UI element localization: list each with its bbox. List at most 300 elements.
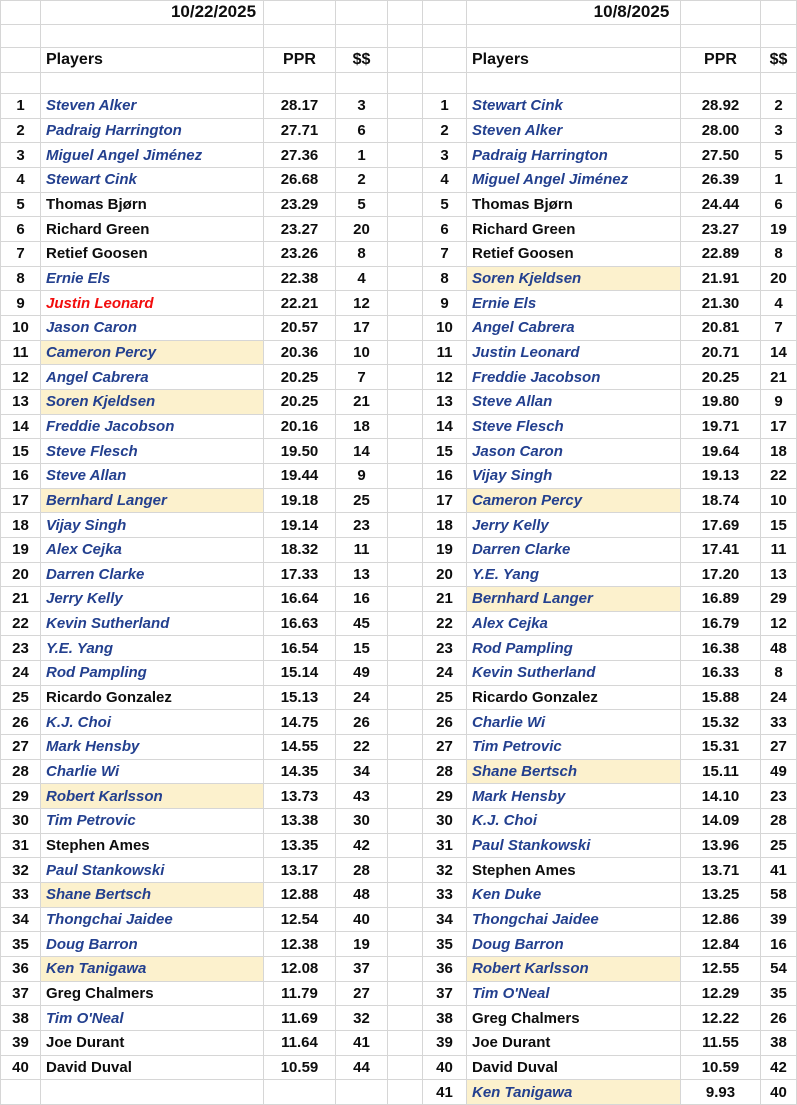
rank-cell[interactable]: 21 bbox=[1, 587, 41, 612]
empty-cell[interactable] bbox=[388, 1006, 423, 1031]
rank-cell[interactable]: 10 bbox=[1, 316, 41, 341]
empty-cell[interactable] bbox=[388, 316, 423, 341]
ppr-cell[interactable]: 20.36 bbox=[264, 341, 336, 366]
money-cell[interactable]: 1 bbox=[761, 168, 797, 193]
rank-cell[interactable]: 32 bbox=[1, 858, 41, 883]
player-cell[interactable]: Doug Barron bbox=[41, 932, 264, 957]
rank-cell[interactable]: 36 bbox=[423, 957, 467, 982]
ppr-cell[interactable]: 22.21 bbox=[264, 291, 336, 316]
empty-cell[interactable] bbox=[423, 48, 467, 73]
money-cell[interactable]: 12 bbox=[336, 291, 388, 316]
ppr-cell[interactable]: 19.50 bbox=[264, 439, 336, 464]
player-cell[interactable]: Thongchai Jaidee bbox=[41, 908, 264, 933]
player-cell[interactable]: Steve Flesch bbox=[41, 439, 264, 464]
player-cell[interactable]: Stewart Cink bbox=[41, 168, 264, 193]
rank-cell[interactable]: 18 bbox=[423, 513, 467, 538]
money-cell[interactable]: 17 bbox=[761, 415, 797, 440]
ppr-cell[interactable]: 19.71 bbox=[681, 415, 761, 440]
ppr-cell[interactable]: 17.20 bbox=[681, 563, 761, 588]
empty-cell[interactable] bbox=[336, 1080, 388, 1105]
empty-cell[interactable] bbox=[467, 25, 681, 48]
player-cell[interactable]: Cameron Percy bbox=[467, 489, 681, 514]
ppr-cell[interactable]: 12.38 bbox=[264, 932, 336, 957]
ppr-cell[interactable]: 16.63 bbox=[264, 612, 336, 637]
ppr-cell[interactable]: 20.25 bbox=[264, 365, 336, 390]
ppr-cell[interactable]: 20.16 bbox=[264, 415, 336, 440]
ppr-cell[interactable]: 12.29 bbox=[681, 982, 761, 1007]
empty-cell[interactable] bbox=[388, 809, 423, 834]
rank-cell[interactable]: 3 bbox=[423, 143, 467, 168]
empty-cell[interactable] bbox=[467, 1, 681, 25]
ppr-cell[interactable]: 12.54 bbox=[264, 908, 336, 933]
money-cell[interactable]: 44 bbox=[336, 1056, 388, 1081]
ppr-cell[interactable]: 14.75 bbox=[264, 710, 336, 735]
rank-cell[interactable]: 19 bbox=[423, 538, 467, 563]
money-cell[interactable]: 4 bbox=[336, 267, 388, 292]
player-cell[interactable]: Ricardo Gonzalez bbox=[41, 686, 264, 711]
player-cell[interactable]: Darren Clarke bbox=[41, 563, 264, 588]
rank-cell[interactable]: 33 bbox=[423, 883, 467, 908]
rank-cell[interactable]: 22 bbox=[423, 612, 467, 637]
money-cell[interactable]: 38 bbox=[761, 1031, 797, 1056]
player-cell[interactable]: Greg Chalmers bbox=[467, 1006, 681, 1031]
money-cell[interactable]: 32 bbox=[336, 1006, 388, 1031]
player-cell[interactable]: Ernie Els bbox=[41, 267, 264, 292]
money-cell[interactable]: 37 bbox=[336, 957, 388, 982]
money-cell[interactable]: 21 bbox=[761, 365, 797, 390]
ppr-cell[interactable]: 27.71 bbox=[264, 119, 336, 144]
money-cell[interactable]: 5 bbox=[336, 193, 388, 218]
money-header[interactable]: $$ bbox=[336, 48, 388, 73]
money-cell[interactable]: 40 bbox=[761, 1080, 797, 1105]
empty-cell[interactable] bbox=[336, 25, 388, 48]
player-cell[interactable]: Bernhard Langer bbox=[41, 489, 264, 514]
ppr-cell[interactable]: 12.84 bbox=[681, 932, 761, 957]
rank-cell[interactable]: 34 bbox=[1, 908, 41, 933]
empty-cell[interactable] bbox=[761, 1, 797, 25]
rank-cell[interactable]: 3 bbox=[1, 143, 41, 168]
money-cell[interactable]: 40 bbox=[336, 908, 388, 933]
money-cell[interactable]: 20 bbox=[336, 217, 388, 242]
rank-cell[interactable]: 26 bbox=[1, 710, 41, 735]
rank-cell[interactable]: 34 bbox=[423, 908, 467, 933]
ppr-cell[interactable]: 23.27 bbox=[264, 217, 336, 242]
empty-cell[interactable] bbox=[41, 1, 264, 25]
money-cell[interactable]: 20 bbox=[761, 267, 797, 292]
rank-cell[interactable]: 20 bbox=[423, 563, 467, 588]
rank-cell[interactable]: 40 bbox=[423, 1056, 467, 1081]
empty-cell[interactable] bbox=[388, 612, 423, 637]
player-cell[interactable]: Steve Allan bbox=[467, 390, 681, 415]
empty-cell[interactable] bbox=[681, 1, 761, 25]
player-cell[interactable]: Y.E. Yang bbox=[467, 563, 681, 588]
ppr-cell[interactable]: 20.25 bbox=[681, 365, 761, 390]
money-cell[interactable]: 9 bbox=[761, 390, 797, 415]
rank-cell[interactable]: 25 bbox=[1, 686, 41, 711]
rank-cell[interactable]: 18 bbox=[1, 513, 41, 538]
player-cell[interactable]: Ken Duke bbox=[467, 883, 681, 908]
ppr-cell[interactable]: 26.68 bbox=[264, 168, 336, 193]
rank-cell[interactable]: 29 bbox=[1, 784, 41, 809]
money-cell[interactable]: 22 bbox=[336, 735, 388, 760]
empty-cell[interactable] bbox=[761, 73, 797, 94]
ppr-cell[interactable]: 13.17 bbox=[264, 858, 336, 883]
money-cell[interactable]: 19 bbox=[761, 217, 797, 242]
money-cell[interactable]: 16 bbox=[761, 932, 797, 957]
ppr-cell[interactable]: 16.64 bbox=[264, 587, 336, 612]
rank-cell[interactable]: 38 bbox=[1, 1006, 41, 1031]
empty-cell[interactable] bbox=[388, 982, 423, 1007]
ppr-cell[interactable]: 19.64 bbox=[681, 439, 761, 464]
money-cell[interactable]: 24 bbox=[336, 686, 388, 711]
player-cell[interactable]: Justin Leonard bbox=[467, 341, 681, 366]
empty-cell[interactable] bbox=[388, 1, 423, 25]
money-cell[interactable]: 43 bbox=[336, 784, 388, 809]
ppr-cell[interactable]: 18.74 bbox=[681, 489, 761, 514]
empty-cell[interactable] bbox=[467, 73, 681, 94]
rank-cell[interactable]: 16 bbox=[1, 464, 41, 489]
player-cell[interactable]: Angel Cabrera bbox=[467, 316, 681, 341]
ppr-cell[interactable]: 22.89 bbox=[681, 242, 761, 267]
money-cell[interactable]: 33 bbox=[761, 710, 797, 735]
empty-cell[interactable] bbox=[388, 168, 423, 193]
money-cell[interactable]: 41 bbox=[336, 1031, 388, 1056]
rank-cell[interactable]: 6 bbox=[1, 217, 41, 242]
player-cell[interactable]: David Duval bbox=[467, 1056, 681, 1081]
ppr-cell[interactable]: 11.55 bbox=[681, 1031, 761, 1056]
player-cell[interactable]: Kevin Sutherland bbox=[467, 661, 681, 686]
ppr-cell[interactable]: 23.26 bbox=[264, 242, 336, 267]
money-cell[interactable]: 2 bbox=[336, 168, 388, 193]
empty-cell[interactable] bbox=[423, 1, 467, 25]
empty-cell[interactable] bbox=[336, 1, 388, 25]
empty-cell[interactable] bbox=[681, 73, 761, 94]
empty-cell[interactable] bbox=[388, 784, 423, 809]
rank-cell[interactable]: 31 bbox=[423, 834, 467, 859]
ppr-cell[interactable]: 17.41 bbox=[681, 538, 761, 563]
money-cell[interactable]: 13 bbox=[336, 563, 388, 588]
money-cell[interactable]: 49 bbox=[336, 661, 388, 686]
empty-cell[interactable] bbox=[388, 439, 423, 464]
ppr-cell[interactable]: 14.55 bbox=[264, 735, 336, 760]
rank-cell[interactable]: 14 bbox=[423, 415, 467, 440]
empty-cell[interactable] bbox=[388, 908, 423, 933]
rank-cell[interactable]: 5 bbox=[423, 193, 467, 218]
money-cell[interactable]: 8 bbox=[336, 242, 388, 267]
ppr-header[interactable]: PPR bbox=[264, 48, 336, 73]
ppr-cell[interactable]: 16.54 bbox=[264, 636, 336, 661]
ppr-cell[interactable]: 14.09 bbox=[681, 809, 761, 834]
empty-cell[interactable] bbox=[388, 242, 423, 267]
empty-cell[interactable] bbox=[423, 25, 467, 48]
player-cell[interactable]: Vijay Singh bbox=[467, 464, 681, 489]
ppr-cell[interactable]: 13.96 bbox=[681, 834, 761, 859]
ppr-cell[interactable]: 15.14 bbox=[264, 661, 336, 686]
player-cell[interactable]: Padraig Harrington bbox=[41, 119, 264, 144]
player-cell[interactable]: Thomas Bjørn bbox=[41, 193, 264, 218]
empty-cell[interactable] bbox=[264, 25, 336, 48]
empty-cell[interactable] bbox=[336, 73, 388, 94]
ppr-cell[interactable]: 16.89 bbox=[681, 587, 761, 612]
player-cell[interactable]: Thomas Bjørn bbox=[467, 193, 681, 218]
money-cell[interactable]: 28 bbox=[761, 809, 797, 834]
money-cell[interactable]: 30 bbox=[336, 809, 388, 834]
rank-cell[interactable]: 26 bbox=[423, 710, 467, 735]
ppr-cell[interactable]: 19.80 bbox=[681, 390, 761, 415]
player-cell[interactable]: Kevin Sutherland bbox=[41, 612, 264, 637]
rank-cell[interactable]: 28 bbox=[1, 760, 41, 785]
rank-cell[interactable]: 40 bbox=[1, 1056, 41, 1081]
empty-cell[interactable] bbox=[388, 538, 423, 563]
ppr-cell[interactable]: 20.71 bbox=[681, 341, 761, 366]
empty-cell[interactable] bbox=[388, 1031, 423, 1056]
ppr-cell[interactable]: 15.88 bbox=[681, 686, 761, 711]
ppr-cell[interactable]: 17.33 bbox=[264, 563, 336, 588]
ppr-cell[interactable]: 15.13 bbox=[264, 686, 336, 711]
player-cell[interactable]: Steve Allan bbox=[41, 464, 264, 489]
empty-cell[interactable] bbox=[388, 73, 423, 94]
player-cell[interactable]: K.J. Choi bbox=[467, 809, 681, 834]
ppr-cell[interactable]: 28.00 bbox=[681, 119, 761, 144]
empty-cell[interactable] bbox=[388, 390, 423, 415]
rank-cell[interactable]: 39 bbox=[423, 1031, 467, 1056]
player-cell[interactable]: Jerry Kelly bbox=[467, 513, 681, 538]
player-cell[interactable]: Stewart Cink bbox=[467, 94, 681, 119]
money-cell[interactable]: 18 bbox=[761, 439, 797, 464]
rank-cell[interactable]: 23 bbox=[423, 636, 467, 661]
player-cell[interactable]: Tim Petrovic bbox=[467, 735, 681, 760]
player-cell[interactable]: Tim O'Neal bbox=[41, 1006, 264, 1031]
player-cell[interactable]: Charlie Wi bbox=[467, 710, 681, 735]
empty-cell[interactable] bbox=[388, 587, 423, 612]
empty-cell[interactable] bbox=[388, 563, 423, 588]
player-cell[interactable]: Steven Alker bbox=[41, 94, 264, 119]
rank-cell[interactable]: 8 bbox=[1, 267, 41, 292]
rank-cell[interactable]: 33 bbox=[1, 883, 41, 908]
ppr-cell[interactable]: 12.55 bbox=[681, 957, 761, 982]
money-cell[interactable]: 12 bbox=[761, 612, 797, 637]
money-cell[interactable]: 27 bbox=[761, 735, 797, 760]
money-cell[interactable]: 49 bbox=[761, 760, 797, 785]
player-cell[interactable]: Jason Caron bbox=[41, 316, 264, 341]
rank-cell[interactable]: 27 bbox=[423, 735, 467, 760]
rank-cell[interactable]: 17 bbox=[423, 489, 467, 514]
rank-cell[interactable]: 10 bbox=[423, 316, 467, 341]
player-cell[interactable]: Stephen Ames bbox=[467, 858, 681, 883]
money-cell[interactable]: 7 bbox=[336, 365, 388, 390]
player-cell[interactable]: Paul Stankowski bbox=[41, 858, 264, 883]
empty-cell[interactable] bbox=[41, 1080, 264, 1105]
empty-cell[interactable] bbox=[388, 834, 423, 859]
rank-cell[interactable]: 24 bbox=[1, 661, 41, 686]
rank-cell[interactable]: 41 bbox=[423, 1080, 467, 1105]
rank-cell[interactable]: 21 bbox=[423, 587, 467, 612]
player-cell[interactable]: Stephen Ames bbox=[41, 834, 264, 859]
rank-cell[interactable]: 9 bbox=[423, 291, 467, 316]
empty-cell[interactable] bbox=[388, 686, 423, 711]
rank-cell[interactable]: 11 bbox=[1, 341, 41, 366]
rank-cell[interactable]: 12 bbox=[423, 365, 467, 390]
player-cell[interactable]: Rod Pampling bbox=[41, 661, 264, 686]
empty-cell[interactable] bbox=[388, 489, 423, 514]
rank-cell[interactable]: 13 bbox=[423, 390, 467, 415]
money-cell[interactable]: 58 bbox=[761, 883, 797, 908]
rank-cell[interactable]: 28 bbox=[423, 760, 467, 785]
money-cell[interactable]: 26 bbox=[336, 710, 388, 735]
empty-cell[interactable] bbox=[388, 415, 423, 440]
money-header[interactable]: $$ bbox=[761, 48, 797, 73]
ppr-cell[interactable]: 12.88 bbox=[264, 883, 336, 908]
ppr-cell[interactable]: 24.44 bbox=[681, 193, 761, 218]
rank-cell[interactable]: 25 bbox=[423, 686, 467, 711]
empty-cell[interactable] bbox=[388, 636, 423, 661]
rank-cell[interactable]: 35 bbox=[423, 932, 467, 957]
ppr-cell[interactable]: 16.79 bbox=[681, 612, 761, 637]
rank-cell[interactable]: 31 bbox=[1, 834, 41, 859]
rank-cell[interactable]: 30 bbox=[1, 809, 41, 834]
player-cell[interactable]: Angel Cabrera bbox=[41, 365, 264, 390]
rank-cell[interactable]: 11 bbox=[423, 341, 467, 366]
player-cell[interactable]: Ricardo Gonzalez bbox=[467, 686, 681, 711]
player-cell[interactable]: Retief Goosen bbox=[41, 242, 264, 267]
money-cell[interactable]: 7 bbox=[761, 316, 797, 341]
money-cell[interactable]: 42 bbox=[336, 834, 388, 859]
money-cell[interactable]: 39 bbox=[761, 908, 797, 933]
ppr-cell[interactable]: 28.17 bbox=[264, 94, 336, 119]
money-cell[interactable]: 24 bbox=[761, 686, 797, 711]
ppr-cell[interactable]: 21.30 bbox=[681, 291, 761, 316]
ppr-cell[interactable]: 20.57 bbox=[264, 316, 336, 341]
money-cell[interactable]: 14 bbox=[336, 439, 388, 464]
money-cell[interactable]: 3 bbox=[336, 94, 388, 119]
player-cell[interactable]: Justin Leonard bbox=[41, 291, 264, 316]
ppr-cell[interactable]: 15.31 bbox=[681, 735, 761, 760]
ppr-cell[interactable]: 27.50 bbox=[681, 143, 761, 168]
player-cell[interactable]: Jason Caron bbox=[467, 439, 681, 464]
empty-cell[interactable] bbox=[388, 710, 423, 735]
money-cell[interactable]: 26 bbox=[761, 1006, 797, 1031]
empty-cell[interactable] bbox=[761, 25, 797, 48]
rank-cell[interactable]: 30 bbox=[423, 809, 467, 834]
ppr-cell[interactable]: 16.38 bbox=[681, 636, 761, 661]
money-cell[interactable]: 41 bbox=[761, 858, 797, 883]
empty-cell[interactable] bbox=[388, 193, 423, 218]
rank-cell[interactable]: 4 bbox=[1, 168, 41, 193]
empty-cell[interactable] bbox=[388, 25, 423, 48]
money-cell[interactable]: 23 bbox=[336, 513, 388, 538]
rank-cell[interactable]: 1 bbox=[1, 94, 41, 119]
rank-cell[interactable]: 7 bbox=[423, 242, 467, 267]
player-cell[interactable]: Freddie Jacobson bbox=[41, 415, 264, 440]
ppr-cell[interactable]: 16.33 bbox=[681, 661, 761, 686]
money-cell[interactable]: 11 bbox=[761, 538, 797, 563]
empty-cell[interactable] bbox=[388, 267, 423, 292]
rank-cell[interactable]: 20 bbox=[1, 563, 41, 588]
empty-cell[interactable] bbox=[388, 858, 423, 883]
player-cell[interactable]: Vijay Singh bbox=[41, 513, 264, 538]
player-cell[interactable]: David Duval bbox=[41, 1056, 264, 1081]
money-cell[interactable]: 35 bbox=[761, 982, 797, 1007]
money-cell[interactable]: 8 bbox=[761, 242, 797, 267]
player-cell[interactable]: Retief Goosen bbox=[467, 242, 681, 267]
empty-cell[interactable] bbox=[388, 957, 423, 982]
ppr-cell[interactable]: 13.35 bbox=[264, 834, 336, 859]
ppr-cell[interactable]: 13.71 bbox=[681, 858, 761, 883]
rank-cell[interactable]: 2 bbox=[1, 119, 41, 144]
ppr-cell[interactable]: 27.36 bbox=[264, 143, 336, 168]
rank-cell[interactable]: 9 bbox=[1, 291, 41, 316]
empty-cell[interactable] bbox=[388, 94, 423, 119]
money-cell[interactable]: 15 bbox=[336, 636, 388, 661]
empty-cell[interactable] bbox=[41, 25, 264, 48]
money-cell[interactable]: 15 bbox=[761, 513, 797, 538]
player-cell[interactable]: Charlie Wi bbox=[41, 760, 264, 785]
empty-cell[interactable] bbox=[388, 143, 423, 168]
ppr-cell[interactable]: 12.86 bbox=[681, 908, 761, 933]
player-cell[interactable]: Freddie Jacobson bbox=[467, 365, 681, 390]
money-cell[interactable]: 42 bbox=[761, 1056, 797, 1081]
money-cell[interactable]: 48 bbox=[761, 636, 797, 661]
player-cell[interactable]: Rod Pampling bbox=[467, 636, 681, 661]
empty-cell[interactable] bbox=[388, 760, 423, 785]
empty-cell[interactable] bbox=[264, 1080, 336, 1105]
ppr-cell[interactable]: 21.91 bbox=[681, 267, 761, 292]
player-cell[interactable]: Cameron Percy bbox=[41, 341, 264, 366]
empty-cell[interactable] bbox=[388, 217, 423, 242]
player-cell[interactable]: Soren Kjeldsen bbox=[41, 390, 264, 415]
rank-cell[interactable]: 29 bbox=[423, 784, 467, 809]
ppr-cell[interactable]: 11.79 bbox=[264, 982, 336, 1007]
empty-cell[interactable] bbox=[388, 365, 423, 390]
empty-cell[interactable] bbox=[388, 291, 423, 316]
money-cell[interactable]: 10 bbox=[336, 341, 388, 366]
ppr-cell[interactable]: 14.10 bbox=[681, 784, 761, 809]
player-cell[interactable]: Padraig Harrington bbox=[467, 143, 681, 168]
money-cell[interactable]: 9 bbox=[336, 464, 388, 489]
money-cell[interactable]: 25 bbox=[761, 834, 797, 859]
money-cell[interactable]: 1 bbox=[336, 143, 388, 168]
ppr-cell[interactable]: 18.32 bbox=[264, 538, 336, 563]
money-cell[interactable]: 48 bbox=[336, 883, 388, 908]
player-cell[interactable]: Y.E. Yang bbox=[41, 636, 264, 661]
ppr-cell[interactable]: 10.59 bbox=[681, 1056, 761, 1081]
ppr-cell[interactable]: 15.11 bbox=[681, 760, 761, 785]
money-cell[interactable]: 10 bbox=[761, 489, 797, 514]
player-cell[interactable]: Greg Chalmers bbox=[41, 982, 264, 1007]
money-cell[interactable]: 21 bbox=[336, 390, 388, 415]
empty-cell[interactable] bbox=[388, 661, 423, 686]
empty-cell[interactable] bbox=[264, 73, 336, 94]
rank-cell[interactable]: 27 bbox=[1, 735, 41, 760]
ppr-cell[interactable]: 13.38 bbox=[264, 809, 336, 834]
player-cell[interactable]: Steve Flesch bbox=[467, 415, 681, 440]
money-cell[interactable]: 2 bbox=[761, 94, 797, 119]
empty-cell[interactable] bbox=[388, 464, 423, 489]
player-cell[interactable]: Joe Durant bbox=[41, 1031, 264, 1056]
ppr-cell[interactable]: 11.64 bbox=[264, 1031, 336, 1056]
ppr-cell[interactable]: 17.69 bbox=[681, 513, 761, 538]
money-cell[interactable]: 4 bbox=[761, 291, 797, 316]
player-cell[interactable]: K.J. Choi bbox=[41, 710, 264, 735]
player-cell[interactable]: Paul Stankowski bbox=[467, 834, 681, 859]
money-cell[interactable]: 19 bbox=[336, 932, 388, 957]
empty-cell[interactable] bbox=[1, 1, 41, 25]
money-cell[interactable]: 34 bbox=[336, 760, 388, 785]
ppr-cell[interactable]: 19.14 bbox=[264, 513, 336, 538]
rank-cell[interactable]: 15 bbox=[423, 439, 467, 464]
rank-cell[interactable]: 4 bbox=[423, 168, 467, 193]
player-cell[interactable]: Richard Green bbox=[467, 217, 681, 242]
